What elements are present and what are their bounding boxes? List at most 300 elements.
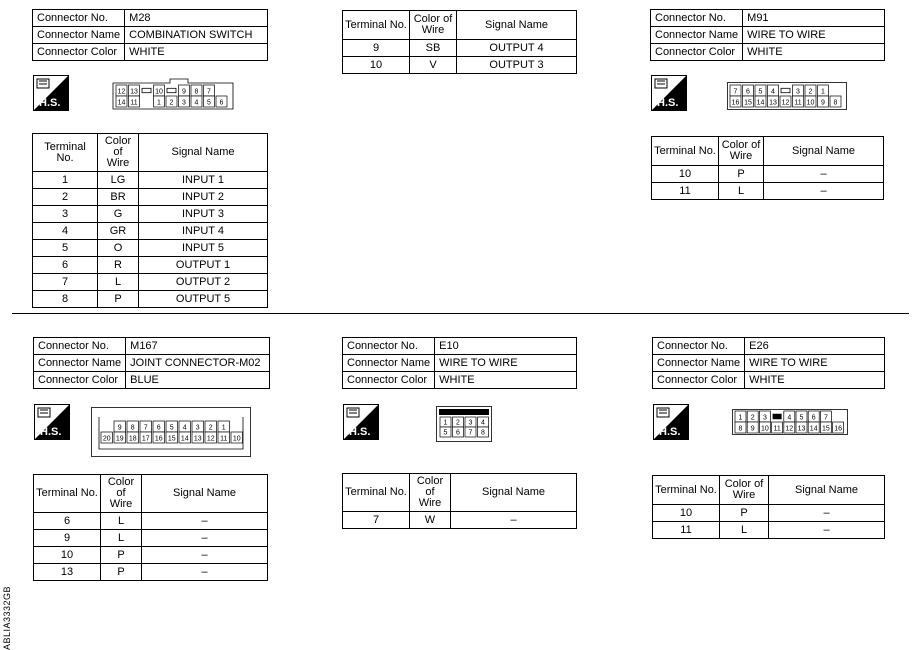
- connector-pin: [231, 432, 243, 443]
- signal-name-cell: –: [769, 505, 885, 522]
- wire-color-cell: O: [98, 240, 139, 257]
- svg-text:1: 1: [221, 424, 226, 432]
- svg-text:2: 2: [169, 99, 174, 107]
- table-row: [343, 512, 577, 529]
- svg-text:5: 5: [169, 424, 174, 432]
- svg-text:12: 12: [785, 425, 794, 433]
- wire-color-cell: V: [410, 57, 457, 74]
- connector-pin: [759, 422, 770, 433]
- svg-text:13: 13: [769, 99, 777, 107]
- svg-text:15: 15: [822, 425, 830, 433]
- signal-name-cell: –: [142, 547, 268, 564]
- connector-pin: [192, 421, 204, 432]
- connector-pin: [465, 417, 476, 427]
- connector-pin: [179, 85, 190, 96]
- label-connector-color: Connector Color: [343, 372, 435, 389]
- connector-name-value: JOINT CONNECTOR-M02: [126, 355, 270, 372]
- connector-pin: [191, 96, 202, 107]
- label-connector-no: Connector No.: [343, 338, 435, 355]
- signal-name-cell: –: [142, 564, 268, 581]
- table-row: [653, 505, 885, 522]
- hs-label: H.S.: [659, 426, 681, 438]
- connector-pin: [127, 421, 139, 432]
- connector-color-value: WHITE: [745, 372, 885, 389]
- table-row: [33, 172, 268, 189]
- connector-pin: [153, 421, 165, 432]
- terminal-no-cell: 11: [653, 522, 720, 539]
- signal-name-cell: OUTPUT 4: [457, 40, 577, 57]
- label-connector-name: Connector Name: [34, 355, 126, 372]
- connector-name-value: WIRE TO WIRE: [745, 355, 885, 372]
- signal-name-cell: INPUT 2: [139, 189, 268, 206]
- wire-color-cell: P: [101, 547, 142, 564]
- wire-color-cell: P: [98, 291, 139, 308]
- connector-pin: [116, 96, 127, 107]
- svg-text:3: 3: [182, 99, 186, 107]
- table-row: [653, 522, 885, 539]
- connector-pin: [153, 432, 165, 443]
- signal-name-cell: –: [769, 522, 885, 539]
- signal-name-cell: OUTPUT 1: [139, 257, 268, 274]
- svg-text:3: 3: [762, 414, 767, 422]
- connector-no-value: M91: [743, 10, 885, 27]
- connector-pin: [166, 421, 178, 432]
- connector-pin: [179, 432, 191, 443]
- header-terminal-no: Terminal No.: [34, 475, 101, 513]
- connector-pin: [755, 85, 766, 96]
- svg-text:14: 14: [180, 435, 189, 443]
- wire-color-cell: L: [720, 522, 769, 539]
- connector-pin: [730, 96, 741, 107]
- label-connector-name: Connector Name: [653, 355, 745, 372]
- connector-pin: [179, 421, 191, 432]
- svg-text:4: 4: [771, 88, 775, 96]
- terminal-table-e10: [342, 473, 577, 529]
- wire-color-cell: SB: [410, 40, 457, 57]
- svg-text:10: 10: [155, 88, 163, 96]
- header-signal-name: Signal Name: [764, 137, 884, 166]
- svg-text:20: 20: [102, 435, 111, 443]
- connector-pin: [216, 96, 227, 107]
- svg-text:5: 5: [758, 88, 763, 96]
- connector-pin: [796, 411, 807, 422]
- connector-key-slot: [142, 88, 151, 92]
- signal-name-cell: INPUT 3: [139, 206, 268, 223]
- svg-text:2: 2: [750, 414, 755, 422]
- svg-text:8: 8: [481, 429, 485, 437]
- wire-color-cell: R: [98, 257, 139, 274]
- svg-text:3: 3: [796, 88, 800, 96]
- harness-side-icon: [343, 404, 379, 440]
- terminal-no-cell: 10: [653, 505, 720, 522]
- svg-text:4: 4: [787, 414, 792, 422]
- svg-text:13: 13: [193, 435, 202, 443]
- connector-pin: [768, 85, 779, 96]
- connector-info-m28: [32, 9, 268, 61]
- harness-side-icon: [34, 404, 70, 440]
- terminal-no-cell: 11: [652, 183, 719, 200]
- connector-pin: [205, 432, 217, 443]
- terminal-no-cell: 10: [652, 166, 719, 183]
- connector-pin: [735, 422, 746, 433]
- terminal-no-cell: 13: [34, 564, 101, 581]
- svg-text:18: 18: [128, 435, 137, 443]
- svg-text:3: 3: [468, 419, 473, 427]
- svg-text:19: 19: [115, 435, 124, 443]
- connector-pin: [191, 85, 202, 96]
- connector-no-value: M28: [125, 10, 268, 27]
- svg-text:9: 9: [821, 99, 825, 107]
- label-connector-no: Connector No.: [33, 10, 125, 27]
- svg-text:2: 2: [808, 88, 813, 96]
- label-connector-no: Connector No.: [653, 338, 745, 355]
- connector-info-m91: [650, 9, 885, 61]
- svg-text:11: 11: [773, 425, 781, 433]
- connector-info-e10: [342, 337, 577, 389]
- connector-pin: [805, 96, 816, 107]
- connector-pin: [114, 432, 126, 443]
- svg-text:1: 1: [738, 414, 743, 422]
- connector-name-value: COMBINATION SWITCH: [125, 27, 268, 44]
- svg-text:14: 14: [117, 99, 126, 107]
- connector-color-value: WHITE: [743, 44, 885, 61]
- connector-name-value: WIRE TO WIRE: [743, 27, 885, 44]
- svg-text:5: 5: [207, 99, 211, 107]
- svg-text:2: 2: [456, 419, 460, 427]
- hs-label: H.S.: [349, 426, 371, 438]
- connector-pin: [453, 417, 464, 427]
- connector-pin: [808, 411, 819, 422]
- connector-pin: [478, 417, 489, 427]
- svg-text:16: 16: [154, 435, 163, 443]
- connector-pin: [192, 432, 204, 443]
- connector-pin: [114, 421, 126, 432]
- connector-pin: [154, 85, 165, 96]
- header-signal-name: Signal Name: [139, 134, 268, 172]
- connector-pin: [818, 85, 829, 96]
- svg-text:17: 17: [141, 435, 150, 443]
- svg-text:6: 6: [746, 88, 750, 96]
- connector-pin: [101, 432, 113, 443]
- table-row: [33, 223, 268, 240]
- svg-text:5: 5: [443, 429, 448, 437]
- connector-pin: [805, 85, 816, 96]
- terminal-no-cell: 6: [34, 513, 101, 530]
- harness-side-icon: [653, 404, 689, 440]
- svg-text:1: 1: [443, 419, 448, 427]
- connector-pin: [780, 96, 791, 107]
- figure-code: ABLIA3332GB: [2, 586, 12, 650]
- svg-text:8: 8: [194, 88, 199, 96]
- connector-pin: [218, 432, 230, 443]
- connector-pin: [793, 96, 804, 107]
- terminal-no-cell: 3: [33, 206, 98, 223]
- svg-text:3: 3: [195, 424, 200, 432]
- svg-text:9: 9: [117, 424, 122, 432]
- svg-text:11: 11: [130, 99, 138, 107]
- table-row: [34, 547, 268, 564]
- connector-pin: [768, 96, 779, 107]
- svg-text:11: 11: [794, 99, 802, 107]
- connector-color-value: WHITE: [435, 372, 577, 389]
- table-row: [33, 274, 268, 291]
- header-color-of-wire: Color of Wire: [720, 476, 769, 505]
- connector-pin: [793, 85, 804, 96]
- connector-key-slot: [781, 88, 790, 92]
- wire-color-cell: P: [719, 166, 764, 183]
- table-row: [343, 57, 577, 74]
- wire-color-cell: L: [101, 513, 142, 530]
- svg-text:12: 12: [117, 88, 126, 96]
- connector-face-e26: [732, 409, 848, 440]
- terminal-table-m28-continued: [342, 10, 577, 74]
- connector-no-value: E26: [745, 338, 885, 355]
- connector-pin: [759, 411, 770, 422]
- svg-text:4: 4: [194, 99, 199, 107]
- svg-text:6: 6: [219, 99, 224, 107]
- svg-text:7: 7: [468, 429, 473, 437]
- connector-pin: [830, 96, 841, 107]
- connector-face-m91: [727, 82, 847, 115]
- connector-name-value: WIRE TO WIRE: [435, 355, 577, 372]
- connector-pin: [747, 422, 758, 433]
- connector-pin: [116, 85, 127, 96]
- header-terminal-no: Terminal No.: [343, 474, 410, 512]
- connector-pin: [478, 427, 489, 437]
- table-row: [34, 513, 268, 530]
- connector-pin: [140, 432, 152, 443]
- connector-pin: [204, 96, 215, 107]
- connector-pin: [204, 85, 215, 96]
- table-row: [33, 240, 268, 257]
- terminal-no-cell: 10: [34, 547, 101, 564]
- wire-color-cell: L: [98, 274, 139, 291]
- connector-pin: [743, 85, 754, 96]
- terminal-no-cell: 7: [33, 274, 98, 291]
- svg-text:15: 15: [744, 99, 752, 107]
- svg-text:6: 6: [456, 429, 460, 437]
- svg-text:12: 12: [781, 99, 790, 107]
- label-connector-no: Connector No.: [651, 10, 743, 27]
- svg-text:4: 4: [481, 419, 485, 427]
- terminal-no-cell: 6: [33, 257, 98, 274]
- connector-color-value: WHITE: [125, 44, 268, 61]
- table-row: [33, 189, 268, 206]
- connector-face-m167: [91, 407, 251, 462]
- connector-pin: [818, 96, 829, 107]
- header-terminal-no: Terminal No.: [33, 134, 98, 172]
- connector-info-m167: [33, 337, 270, 389]
- connector-pin: [127, 432, 139, 443]
- connector-pin: [129, 96, 140, 107]
- signal-name-cell: OUTPUT 5: [139, 291, 268, 308]
- wire-color-cell: L: [101, 530, 142, 547]
- connector-pin: [440, 417, 451, 427]
- signal-name-cell: –: [142, 513, 268, 530]
- svg-text:9: 9: [182, 88, 186, 96]
- label-connector-color: Connector Color: [651, 44, 743, 61]
- signal-name-cell: INPUT 1: [139, 172, 268, 189]
- header-color-of-wire: Color of Wire: [410, 474, 451, 512]
- signal-name-cell: –: [142, 530, 268, 547]
- connector-pin: [833, 422, 844, 433]
- label-connector-name: Connector Name: [33, 27, 125, 44]
- terminal-table-m167: [33, 474, 268, 581]
- signal-name-cell: OUTPUT 3: [457, 57, 577, 74]
- signal-name-cell: INPUT 4: [139, 223, 268, 240]
- svg-text:4: 4: [182, 424, 187, 432]
- svg-text:5: 5: [799, 414, 804, 422]
- header-terminal-no: Terminal No.: [653, 476, 720, 505]
- svg-text:1: 1: [821, 88, 825, 96]
- table-row: [652, 166, 884, 183]
- connector-no-value: M167: [126, 338, 270, 355]
- connector-pin: [465, 427, 476, 437]
- svg-text:8: 8: [833, 99, 838, 107]
- signal-name-cell: –: [451, 512, 577, 529]
- header-color-of-wire: Color of Wire: [101, 475, 142, 513]
- terminal-table-m91: [651, 136, 884, 200]
- table-row: [33, 206, 268, 223]
- svg-text:14: 14: [809, 425, 818, 433]
- terminal-no-cell: 9: [343, 40, 410, 57]
- header-signal-name: Signal Name: [142, 475, 268, 513]
- connector-pin: [730, 85, 741, 96]
- connector-info-e26: [652, 337, 885, 389]
- terminal-no-cell: 8: [33, 291, 98, 308]
- svg-text:10: 10: [806, 99, 815, 107]
- hs-label: H.S.: [39, 97, 61, 109]
- svg-text:1: 1: [157, 99, 161, 107]
- svg-text:10: 10: [232, 435, 241, 443]
- svg-text:7: 7: [207, 88, 211, 96]
- connector-pin: [796, 422, 807, 433]
- table-row: [33, 291, 268, 308]
- header-terminal-no: Terminal No.: [343, 11, 410, 40]
- terminal-no-cell: 9: [34, 530, 101, 547]
- label-connector-name: Connector Name: [651, 27, 743, 44]
- connector-pin: [166, 96, 177, 107]
- svg-text:8: 8: [130, 424, 135, 432]
- connector-pin: [784, 422, 795, 433]
- connector-pin: [784, 411, 795, 422]
- connector-pin: [747, 411, 758, 422]
- wire-color-cell: L: [719, 183, 764, 200]
- section-divider: [12, 313, 909, 314]
- connector-pin: [129, 85, 140, 96]
- connector-pin: [166, 432, 178, 443]
- terminal-table-m28: [32, 133, 268, 308]
- terminal-no-cell: 5: [33, 240, 98, 257]
- svg-text:6: 6: [811, 414, 816, 422]
- hs-label: H.S.: [657, 97, 679, 109]
- connector-pin: [820, 411, 831, 422]
- table-row: [343, 40, 577, 57]
- connector-key-slot: [167, 88, 176, 92]
- svg-text:8: 8: [738, 425, 743, 433]
- svg-text:12: 12: [206, 435, 215, 443]
- svg-text:16: 16: [731, 99, 740, 107]
- header-signal-name: Signal Name: [451, 474, 577, 512]
- connector-face-m28: [112, 78, 234, 115]
- connector-pin: [140, 421, 152, 432]
- connector-pin: [154, 96, 165, 107]
- svg-text:14: 14: [756, 99, 765, 107]
- connector-pin: [820, 422, 831, 433]
- svg-text:7: 7: [823, 414, 828, 422]
- label-connector-no: Connector No.: [34, 338, 126, 355]
- svg-text:13: 13: [130, 88, 138, 96]
- terminal-no-cell: 1: [33, 172, 98, 189]
- connector-face-e10: [436, 406, 492, 447]
- terminal-no-cell: 2: [33, 189, 98, 206]
- wire-color-cell: P: [101, 564, 142, 581]
- connector-pin: [205, 421, 217, 432]
- header-signal-name: Signal Name: [457, 11, 577, 40]
- label-connector-color: Connector Color: [33, 44, 125, 61]
- svg-text:10: 10: [761, 425, 769, 433]
- svg-text:15: 15: [167, 435, 176, 443]
- connector-pin: [218, 421, 230, 432]
- connector-pin: [772, 422, 783, 433]
- connector-color-value: BLUE: [126, 372, 270, 389]
- label-connector-color: Connector Color: [653, 372, 745, 389]
- table-row: [652, 183, 884, 200]
- harness-side-icon: [651, 75, 687, 111]
- label-connector-name: Connector Name: [343, 355, 435, 372]
- svg-text:6: 6: [156, 424, 161, 432]
- signal-name-cell: INPUT 5: [139, 240, 268, 257]
- svg-text:13: 13: [797, 425, 806, 433]
- wire-color-cell: LG: [98, 172, 139, 189]
- svg-text:7: 7: [733, 88, 738, 96]
- wire-color-cell: P: [720, 505, 769, 522]
- label-connector-color: Connector Color: [34, 372, 126, 389]
- signal-name-cell: –: [764, 183, 884, 200]
- header-color-of-wire: Color of Wire: [719, 137, 764, 166]
- svg-text:9: 9: [750, 425, 755, 433]
- connector-pin: [755, 96, 766, 107]
- terminal-no-cell: 4: [33, 223, 98, 240]
- connector-pin: [808, 422, 819, 433]
- connector-key-slot: [773, 414, 782, 420]
- connector-pin: [453, 427, 464, 437]
- header-color-of-wire: Color of Wire: [410, 11, 457, 40]
- table-row: [34, 530, 268, 547]
- svg-text:16: 16: [834, 425, 842, 433]
- svg-text:11: 11: [220, 435, 228, 443]
- connector-pin: [440, 427, 451, 437]
- wire-color-cell: GR: [98, 223, 139, 240]
- svg-text:2: 2: [208, 424, 213, 432]
- header-color-of-wire: Color of Wire: [98, 134, 139, 172]
- connector-no-value: E10: [435, 338, 577, 355]
- terminal-no-cell: 7: [343, 512, 410, 529]
- terminal-no-cell: 10: [343, 57, 410, 74]
- connector-pin: [179, 96, 190, 107]
- connector-pin: [735, 411, 746, 422]
- signal-name-cell: –: [764, 166, 884, 183]
- harness-side-icon: [33, 75, 69, 111]
- wire-color-cell: G: [98, 206, 139, 223]
- wire-color-cell: BR: [98, 189, 139, 206]
- header-terminal-no: Terminal No.: [652, 137, 719, 166]
- table-row: [33, 257, 268, 274]
- header-signal-name: Signal Name: [769, 476, 885, 505]
- wire-color-cell: W: [410, 512, 451, 529]
- terminal-table-e26: [652, 475, 885, 539]
- table-row: [34, 564, 268, 581]
